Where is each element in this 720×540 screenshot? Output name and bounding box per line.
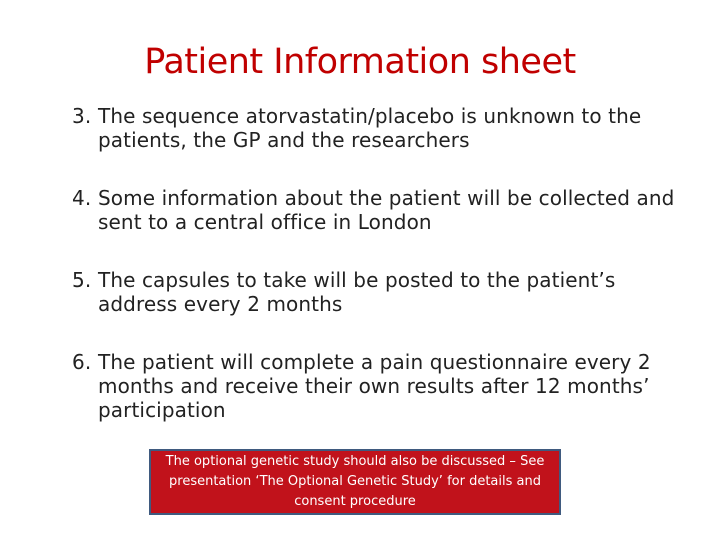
numbered-point <box>72 350 680 422</box>
point-text: The patient will complete a pain questionnaire every 2 months and receive their own results after 12 months’ participation <box>98 350 651 422</box>
point-text: Some information about the patient will be collected and sent to a central office in London <box>98 186 675 234</box>
numbered-point-list <box>72 104 680 456</box>
genetic-study-note-text: The optional genetic study should also be discussed – See presentation ‘The Optional Genetic Study’ for details and consent procedure <box>165 454 545 509</box>
numbered-point <box>72 186 680 234</box>
point-text: The sequence atorvastatin/placebo is unknown to the patients, the GP and the researchers <box>98 104 642 152</box>
slide-title: Patient Information sheet <box>144 42 576 82</box>
numbered-point <box>72 268 680 316</box>
point-number: 5. <box>72 268 92 292</box>
numbered-point <box>72 104 680 152</box>
point-number: 3. <box>72 104 92 128</box>
point-number: 4. <box>72 186 92 210</box>
point-text: The capsules to take will be posted to the patient’s address every 2 months <box>98 268 616 316</box>
genetic-study-note-box <box>149 449 561 515</box>
point-number: 6. <box>72 350 92 374</box>
